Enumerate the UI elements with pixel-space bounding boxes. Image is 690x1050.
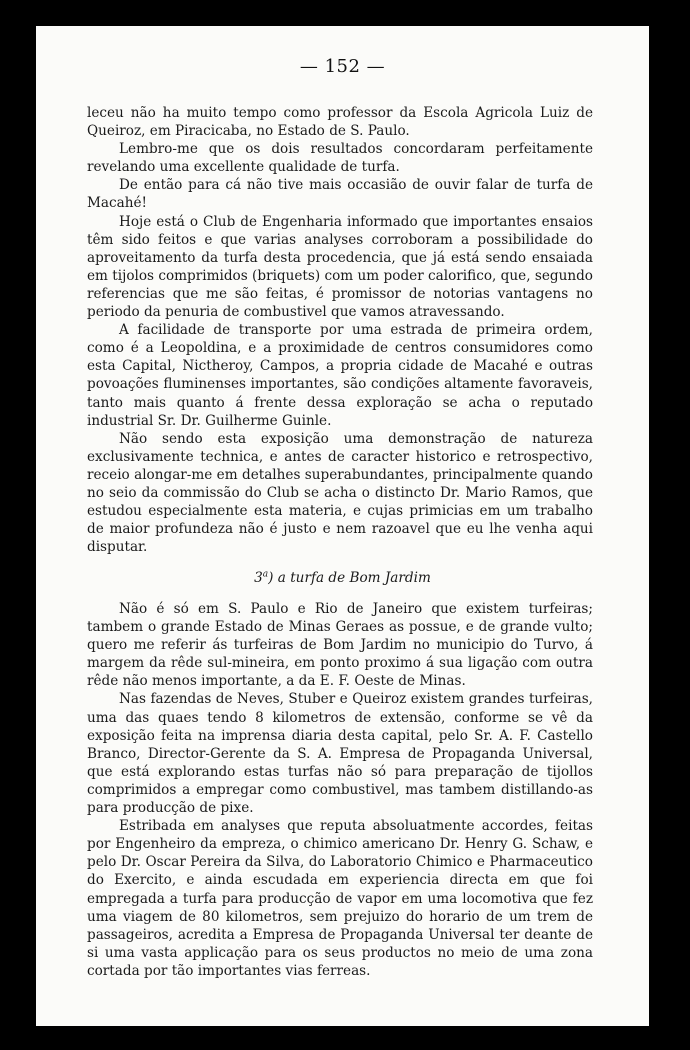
paragraph-7: Não é só em S. Paulo e Rio de Janeiro que existem turfeiras; tambem o grande Estado de Minas Geraes as possue, e de grande vulto; quero me referir ás turfeiras de Bom Jardim no municipio do Turvo, á margem da rêde sul-mineira, em ponto proximo á sua ligação com outra rêde não menos importante, a da E. F. Oeste de Minas. [87,601,593,690]
text-block-bottom [87,600,593,980]
paragraph-2: Lembro-me que os dois resultados concordaram perfeitamente revelando uma excellente qualidade de turfa. [87,141,593,176]
paragraph-6: Não sendo esta exposição uma demonstração de natureza exclusivamente technica, e antes de caracter historico e retrospectivo, receio alongar-me em detalhes superabundantes, principalmente quando no seio da commissão do Club se acha o distincto Dr. Mario Ramos, que estudou especialmente esta materia, e cujas primicias em um trabalho de maior profundeza não é justo e nem razoavel que eu lhe venha aqui disputar. [87,430,593,556]
section-heading [36,570,649,586]
paragraph-9: Estribada em analyses que reputa absoluatmente accordes, feitas por Engenheiro da empreza, o chimico americano Dr. Henry G. Schaw, e pelo Dr. Oscar Pereira da Silva, do Laboratorio Chimico e Pharmaceutico do Exercito, e ainda escudada em experiencia directa em que foi empregada a turfa para producção de vapor em uma locomotiva que fez uma viagem de 80 kilometros, sem prejuizo do horario de um trem de passageiros, acredita a Empresa de Propaganda Universal ter deante de si uma vasta applicação para os seus productos no meio de uma zona cortada por tão importantes vias ferreas. [87,818,593,979]
paragraph-3: De então para cá não tive mais occasião de ouvir falar de turfa de Macahé! [87,177,593,212]
paragraph-1: leceu não ha muito tempo como professor da Escola Agricola Luiz de Queiroz, em Piracicaba, no Estado de S. Paulo. [87,105,593,140]
paragraph-8: Nas fazendas de Neves, Stuber e Queiroz existem grandes turfeiras, uma das quaes tendo 8 kilometros de extensão, conforme se vê da exposição feita na imprensa diaria desta capital, pelo Sr. A. F. Castello Branco, Director-Gerente da S. A. Empresa de Propaganda Universal, que está explorando estas turfas não só para preparação de tijollos comprimidos a empregar como combustivel, mas tambem distillando-as para producção de pixe. [87,691,593,817]
section-title-text: ) a turfa de Bom Jardim [268,570,431,586]
paragraph-5: A facilidade de transporte por uma estrada de primeira ordem, como é a Leopoldina, e a proximidade de centros consumidores como esta Capital, Nictheroy, Campos, a propria cidade de Macahé e outras povoações fluminenses importantes, são condições altamente favoraveis, tanto mais quanto á frente dessa exploração se acha o reputado industrial Sr. Dr. Guilherme Guinle. [87,322,593,429]
page-number: — 152 — [299,56,386,77]
book-page [36,26,649,1026]
section-number: 3 [254,570,263,586]
paragraph-4: Hoje está o Club de Engenharia informado que importantes ensaios têm sido feitos e que varias analyses corroboram a possibilidade do aproveitamento da turfa desta procedencia, que já está sendo ensaiada em tijolos comprimidos (briquets) com um poder calorifico, que, segundo referencias que me são feitas, é promissor de notorias vantagens no periodo da penuria de combustivel que vamos atravessando. [87,213,593,321]
text-block-top [87,104,593,556]
section-number-superscript: a [262,569,269,580]
